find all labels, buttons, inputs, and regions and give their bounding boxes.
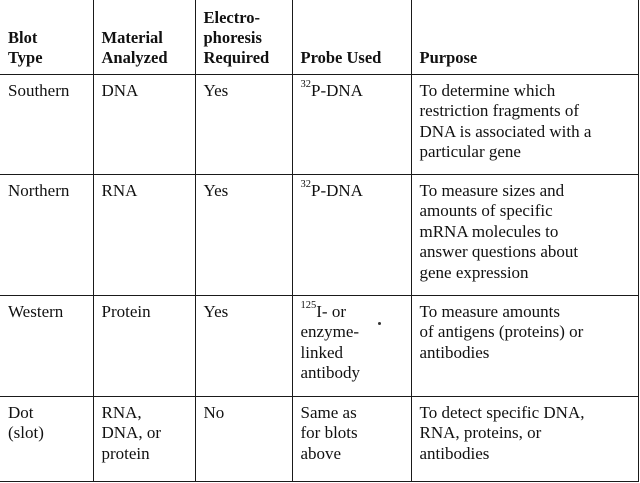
table-row-northern bbox=[0, 174, 638, 295]
scan-speck bbox=[378, 322, 381, 325]
table-row-dot-slot bbox=[0, 396, 638, 481]
header-material-analyzed: Material Analyzed bbox=[93, 0, 195, 74]
cell-electrophoresis: Yes bbox=[195, 74, 292, 174]
cell-purpose: To determine which restriction fragments of DNA is associated with a particular gene bbox=[411, 74, 638, 174]
probe-isotope-superscript: 32 bbox=[300, 78, 311, 90]
table-row-western bbox=[0, 295, 638, 396]
cell-probe: $^{125}$I- or enzyme- linked antibody bbox=[292, 295, 411, 396]
probe-isotope-superscript: 125 bbox=[300, 299, 317, 311]
cell-probe: $^{32}$P-DNA bbox=[292, 174, 411, 295]
cell-purpose: To measure amounts of antigens (proteins) or antibodies bbox=[411, 295, 638, 396]
cell-electrophoresis: Yes bbox=[195, 174, 292, 295]
header-electrophoresis-required: Electro- phoresis Required bbox=[195, 0, 292, 74]
header-row bbox=[0, 0, 638, 74]
cell-probe: Same as for blots above bbox=[292, 396, 411, 481]
cell-blot-type: Dot (slot) bbox=[0, 396, 93, 481]
cell-blot-type: Western bbox=[0, 295, 93, 396]
header-probe-used: Probe Used bbox=[292, 0, 411, 74]
probe-isotope-superscript: 32 bbox=[300, 178, 311, 190]
header-purpose: Purpose bbox=[411, 0, 638, 74]
cell-electrophoresis: Yes bbox=[195, 295, 292, 396]
cell-material: RNA bbox=[93, 174, 195, 295]
cell-purpose: To detect specific DNA, RNA, proteins, or antibodies bbox=[411, 396, 638, 481]
cell-probe: $^{32}$P-DNA bbox=[292, 74, 411, 174]
cell-purpose: To measure sizes and amounts of specific mRNA molecules to answer questions about gene expression bbox=[411, 174, 638, 295]
cell-blot-type: Northern bbox=[0, 174, 93, 295]
cell-electrophoresis: No bbox=[195, 396, 292, 481]
cell-material: RNA, DNA, or protein bbox=[93, 396, 195, 481]
cell-material: Protein bbox=[93, 295, 195, 396]
table-row-southern bbox=[0, 74, 638, 174]
cell-material: DNA bbox=[93, 74, 195, 174]
header-blot-type: Blot Type bbox=[0, 0, 93, 74]
cell-blot-type: Southern bbox=[0, 74, 93, 174]
